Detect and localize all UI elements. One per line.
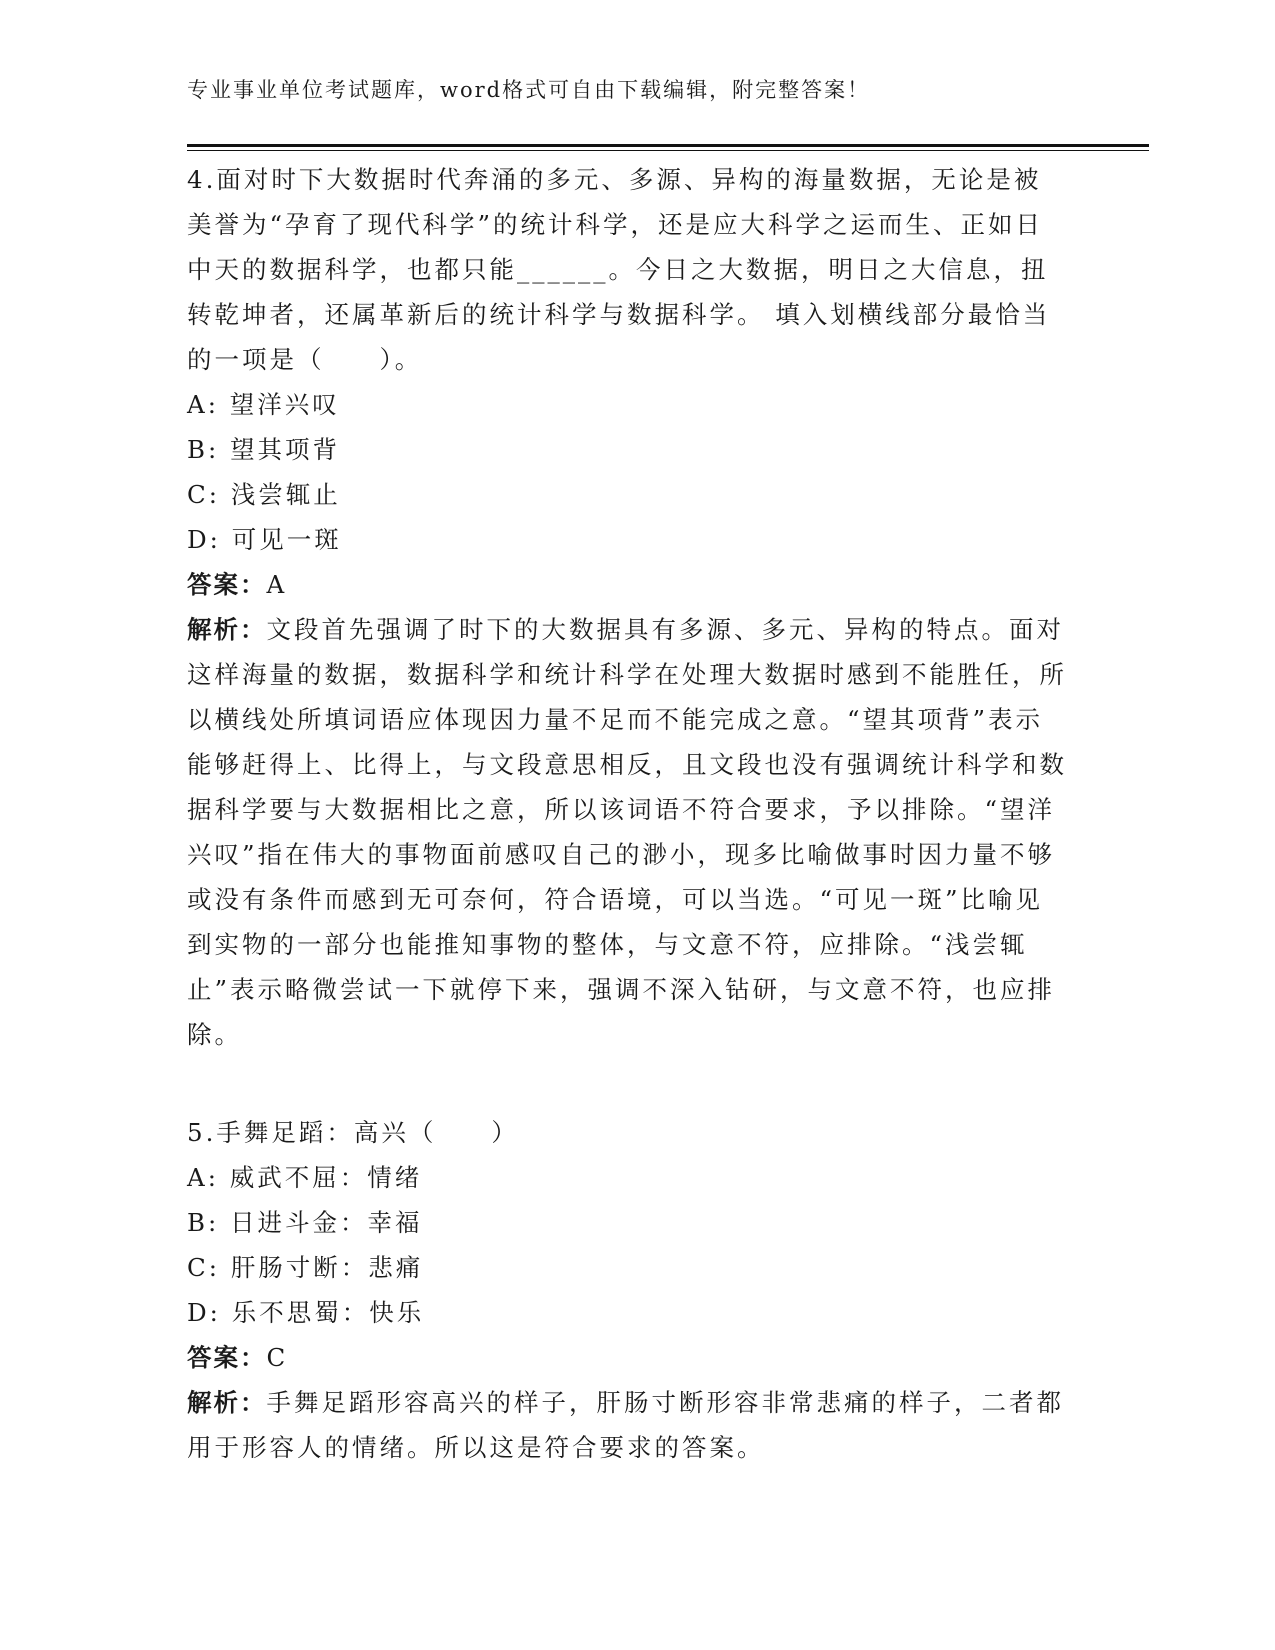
option-key: C: [187,1253,221,1282]
option-text: 乐不思蜀：快乐 [231,1298,425,1327]
option-a [187,1155,1067,1200]
option-key: A: [187,1163,219,1192]
answer-value: C [266,1343,289,1372]
option-c [187,1245,1067,1290]
option-text: 日进斗金：幸福 [230,1208,423,1237]
option-text: 浅尝辄止 [230,480,341,509]
answer-label: 答案： [187,570,267,599]
question-stem: 5.手舞足蹈：高兴（ ） [187,1118,519,1147]
header-note: 专业事业单位考试题库，word格式可自由下载编辑，附完整答案！ [187,78,871,102]
option-text: 威武不屈：情绪 [229,1163,423,1192]
option-text: 肝肠寸断：悲痛 [230,1253,424,1282]
analysis-paragraph [187,1380,1067,1470]
analysis-paragraph [187,607,1067,1057]
option-key: D: [187,525,221,554]
option-key: B: [187,435,220,464]
option-b [187,427,1067,472]
analysis-label: 解析： [187,1388,267,1417]
answer-line [187,562,1067,607]
question-4 [187,157,1067,1057]
option-b [187,1200,1067,1245]
option-d [187,1290,1067,1335]
analysis-label: 解析： [187,615,267,644]
option-key: B: [187,1208,220,1237]
option-key: C: [187,480,221,509]
analysis-text: 文段首先强调了时下的大数据具有多源、多元、异构的特点。面对这样海量的数据，数据科学和统计科学在处理大数据时感到不能胜任，所以横线处所填词语应体现因力量不足而不能完成之意。“望其项背”表示能够赶得上、比得上，与文段意思相反，且文段也没有强调统计科学和数据科学要与大数据相比之意，所以该词语不符合要求，予以排除。“望洋兴叹”指在伟大的事物面前感叹自己的渺小，现多比喻做事时因力量不够或没有条件而感到无可奈何，符合语境，可以当选。“可见一斑”比喻见到实物的一部分也能推知事物的整体，与文意不符，应排除。“浅尝辄止”表示略微尝试一下就停下来，强调不深入钻研，与文意不符，也应排除。 [187,615,1067,1049]
option-text: 望洋兴叹 [229,390,340,419]
answer-line [187,1335,1067,1380]
question-5 [187,1110,1067,1470]
option-key: D: [187,1298,221,1327]
analysis-text: 手舞足蹈形容高兴的样子，肝肠寸断形容非常悲痛的样子，二者都用于形容人的情绪。所以这是符合要求的答案。 [187,1388,1064,1462]
header-rule-thin [187,150,1149,151]
option-d [187,517,1067,562]
option-c [187,472,1067,517]
question-stem: 4.面对时下大数据时代奔涌的多元、多源、异构的海量数据，无论是被美誉为“孕育了现代科学”的统计科学，还是应大科学之运而生、正如日中天的数据科学，也都只能______。今日之大数据，明日之大信息，扭转乾坤者，还属革新后的统计科学与数据科学。 填入划横线部分最恰当的一项是（ ）。 [187,165,1051,374]
answer-label: 答案： [187,1343,267,1372]
header-rule-thick [187,144,1149,147]
option-text: 可见一斑 [231,525,342,554]
option-text: 望其项背 [230,435,341,464]
option-key: A: [187,390,219,419]
answer-value: A [266,570,288,599]
option-a [187,382,1067,427]
